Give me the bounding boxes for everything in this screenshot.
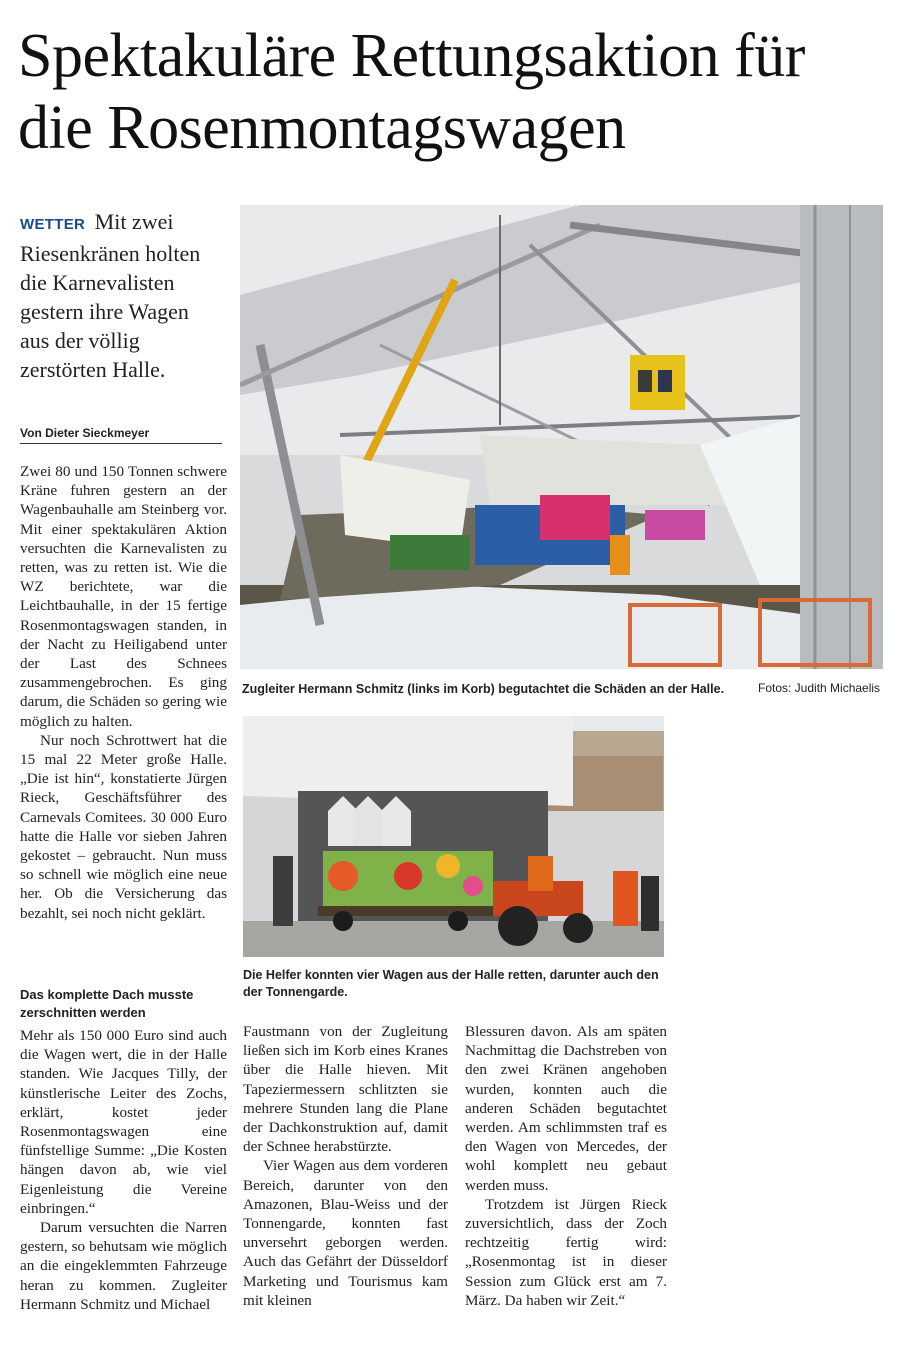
paragraph: Blessuren davon. Als am späten Nachmittag die Dachstreben von den zwei Kränen angehoben wurden, konnten auch die anderen Schäden begutachtet werden. Am schlimmsten traf es den Wagen von Mercedes, der wohl komplett neu gebaut werden muss. [465,1023,667,1194]
kicker-label: WETTER [20,216,86,233]
photo-credit: Fotos: Judith Michaelis [758,681,881,695]
paragraph: Trotzdem ist Jürgen Rieck zuversichtlich, dass der Zoch rechtzeitig fertig wird: „Rosenmontag ist in dieser Session zum Glück erst am 7. März. Da haben wir Zeit.“ [465,1195,667,1309]
subheading: Das komplette Dach musste zerschnitten werden [20,987,194,1020]
paragraph: Nur noch Schrottwert hat die 15 mal 22 Meter große Halle. „Die ist hin“, konstatierte Jürgen Rieck, Geschäftsführer des Carnevals Comitees. 30 000 Euro hatte die Halle vor sieben Jahren gekostet – gebraucht. Nun muss so schnell wie möglich eine neue her. Ob die Versicherung das bezahlt, sei noch nicht geklärt. [20,731,227,922]
article-column-1-continued [20,1026,227,1314]
photo-rescued-float [243,716,664,957]
paragraph: Zwei 80 und 150 Tonnen schwere Kräne fuhren gestern an der Wagenbauhalle am Steinberg vor. Mit einer spektakulären Aktion versuchten die Karnevalisten zu retten, was zu retten ist. Wie die WZ berichtete, war die Leichtbauhalle, in der 15 fertige Rosenmontagswagen standen, in der Nacht zu Heiligabend unter der Last des Schnees zusammengebrochen. Es ging darum, die Schäden so gering wie möglich zu halten. [20,463,227,730]
photo-collapsed-hall [240,205,883,669]
headline: Spektakuläre Rettungsaktion für die Rosenmontagswagen [18,22,805,162]
byline: Von Dieter Sieckmeyer [20,426,222,444]
lead-text: Mit zwei Riesenkränen holten die Karnevalisten gestern ihre Wagen aus der völlig zerstörten Halle. [20,209,201,382]
article-column-3 [465,1022,667,1310]
lead-paragraph [20,207,220,384]
paragraph: Vier Wagen aus dem vorderen Bereich, darunter von den Amazonen, Blau-Weiss und der Tonnengarde, konnten fast unversehrt geborgen werden. Auch das Gefährt der Düsseldorf Marketing und Tourismus kam mit kleinen [243,1157,448,1309]
photo-caption: Die Helfer konnten vier Wagen aus der Halle retten, darunter auch den der Tonnengarde. [243,968,659,999]
paragraph: Mehr als 150 000 Euro sind auch die Wagen wert, die in der Halle standen. Wie Jacques Tilly, der künstlerische Leiter des Zochs, erklärt, kostet jeder Rosenmontagswagen eine fünfstellige Summe: „Die Kosten hängen davon ab, wie viel Eigenleistung die Vereine einbringen.“ [20,1027,227,1217]
article-column-1 [20,462,227,923]
paragraph: Faustmann von der Zugleitung ließen sich im Korb eines Kranes über die Halle hieven. Mit Tapeziermessern schlitzten sie mehrere Stunden lang die Plane der Dachkonstruktion auf, damit der Schnee herabstürzte. [243,1023,448,1156]
article-column-2 [243,1022,448,1310]
paragraph: Darum versuchten die Narren gestern, so behutsam wie möglich an die eingeklemmten Fahrzeuge heran zu kommen. Zugleiter Hermann Schmitz und Michael [20,1219,227,1313]
photo-caption: Zugleiter Hermann Schmitz (links im Korb) begutachtet die Schäden an der Halle. [242,682,725,696]
